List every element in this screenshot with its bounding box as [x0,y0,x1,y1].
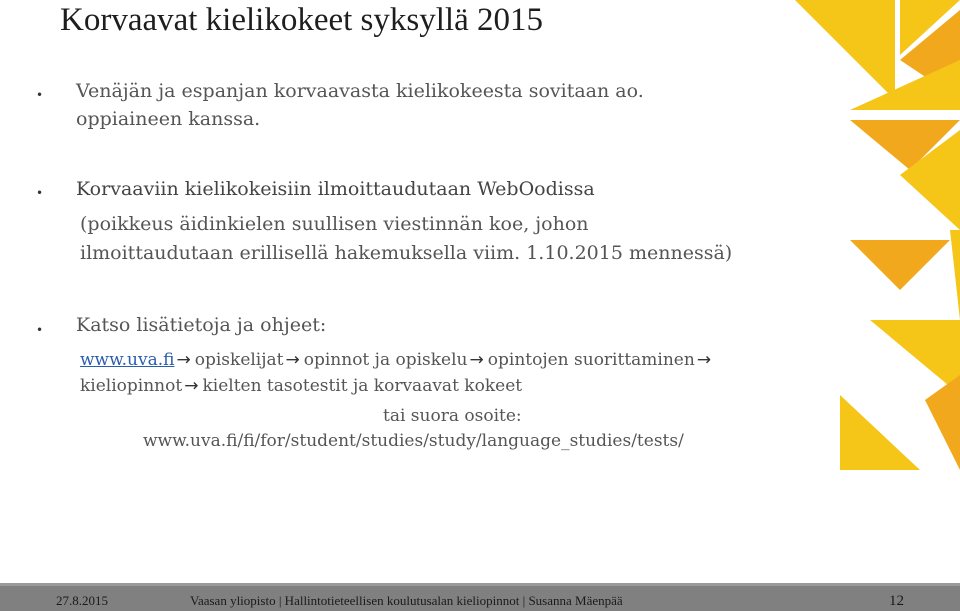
deco-triangle [840,395,920,470]
bullet2-line1: Korvaaviin kielikokeisiin ilmoittaudutaan WebOodissa [76,178,595,200]
bullet-dot: • [36,88,44,102]
bullet2-line2: (poikkeus äidinkielen suullisen viestinnän koe, johon [80,213,589,235]
navigation-path-line2 [80,378,522,395]
path-step: kielten tasotestit ja korvaavat kokeet [202,376,523,396]
deco-triangle [950,230,960,320]
decorative-triangles [790,0,960,470]
path-step: kieliopinnot [80,376,183,396]
path-step: opinnot ja opiskelu [303,350,468,370]
direct-address-url[interactable]: www.uva.fi/fi/for/student/studies/study/language_studies/tests/ [143,431,684,451]
path-step: opiskelijat [194,350,284,370]
bullet2-line3: ilmoittaudutaan erillisellä hakemuksella viim. 1.10.2015 mennessä) [80,242,733,264]
bullet-dot: • [36,323,44,337]
arrow-right-icon: → [176,350,191,370]
page-number: 12 [889,593,904,609]
uva-link[interactable]: www.uva.fi [80,350,175,370]
arrow-right-icon: → [184,376,199,396]
arrow-right-icon: → [469,350,484,370]
arrow-right-icon: → [285,350,300,370]
deco-triangle [870,320,960,395]
footer-divider [0,583,960,586]
slide-title: Korvaavat kielikokeet syksyllä 2015 [60,2,543,38]
deco-triangle [795,0,895,100]
direct-address-label: tai suora osoite: [383,406,522,426]
bullet1-line2: oppiaineen kanssa. [76,108,261,130]
footer-organization: Vaasan yliopisto | Hallintotieteellisen koulutusalan kieliopinnot | Susanna Mäenpää [190,593,623,608]
navigation-path-line1 [80,352,715,369]
bullet1-line1: Venäjän ja espanjan korvaavasta kielikokeesta sovitaan ao. [76,80,644,102]
deco-triangle [925,375,960,470]
bullet-dot: • [36,186,44,200]
footer-date: 27.8.2015 [56,593,108,608]
path-step: opintojen suorittaminen [487,350,695,370]
deco-triangle [850,240,950,290]
bullet3-line1: Katso lisätietoja ja ohjeet: [76,314,327,336]
arrow-right-icon: → [696,350,712,370]
